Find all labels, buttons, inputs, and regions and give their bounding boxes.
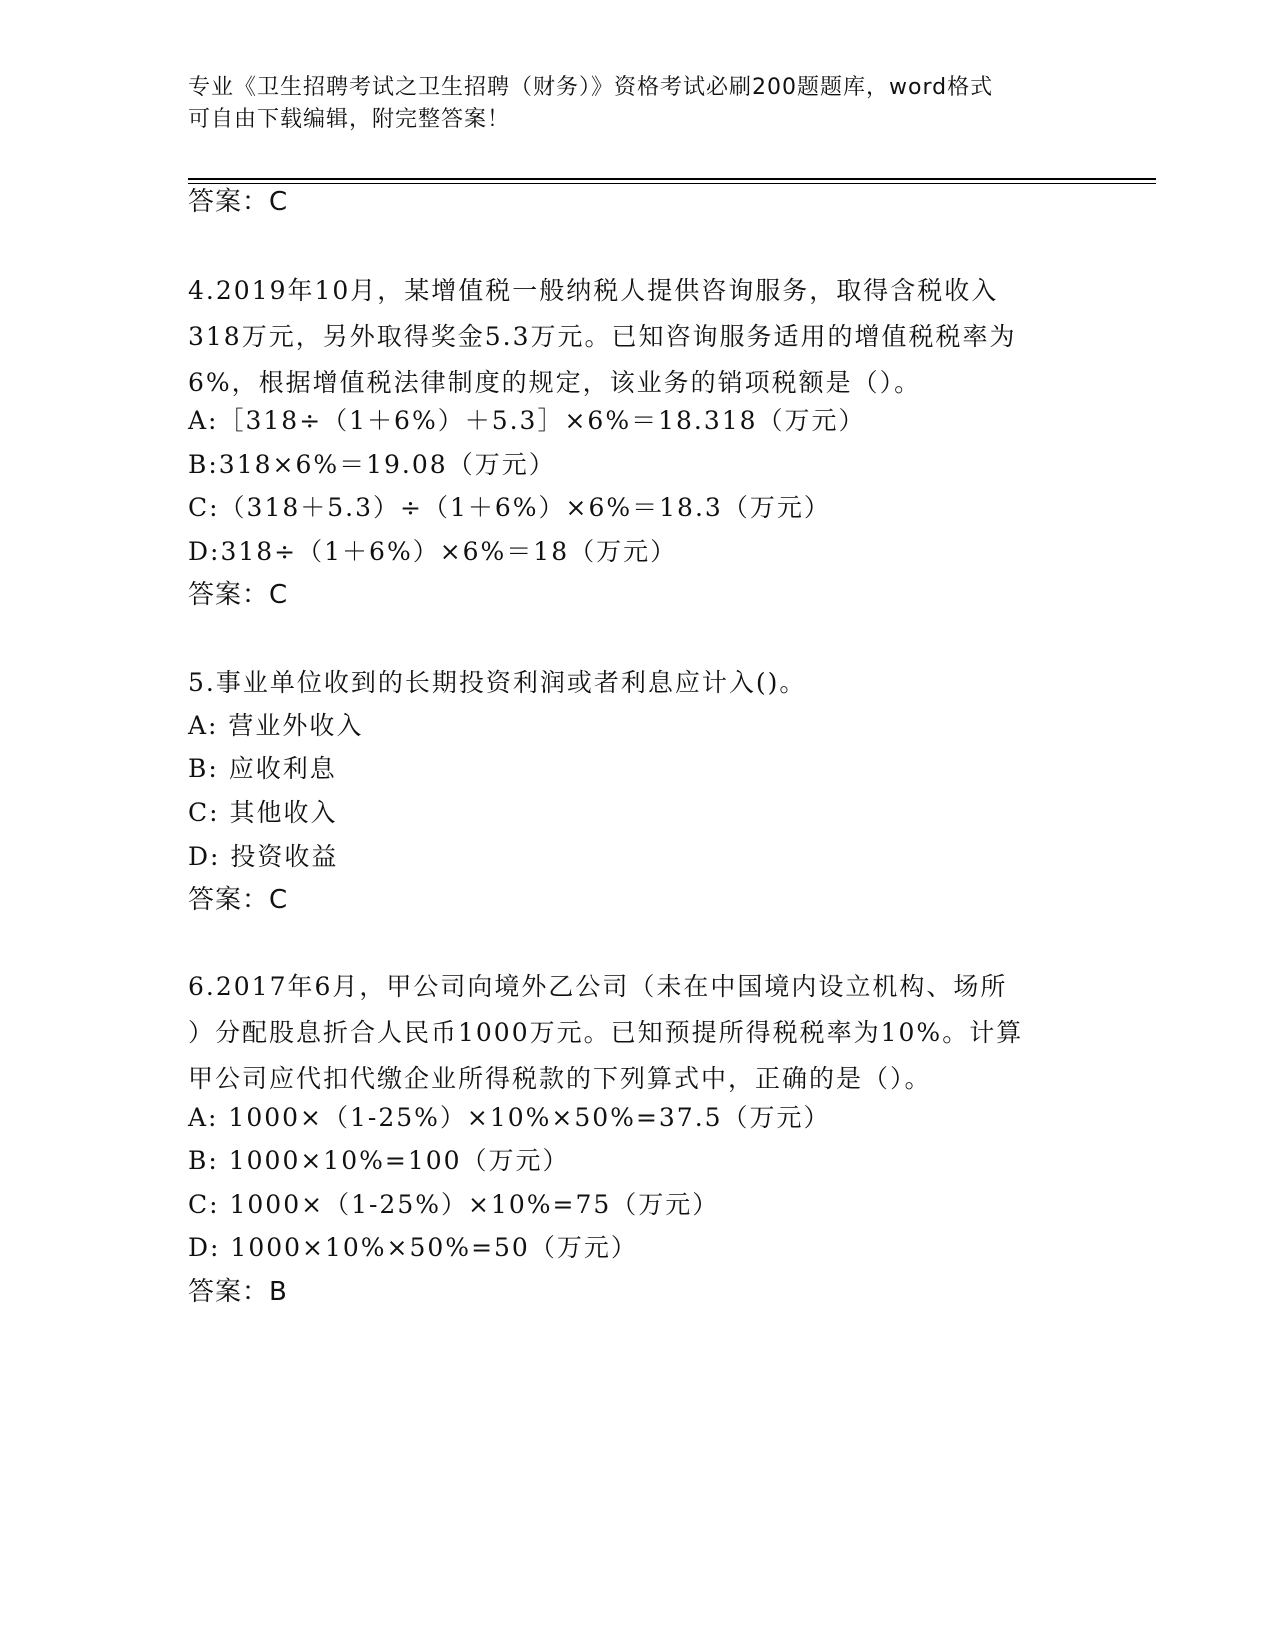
question-stem-line: ）分配股息折合人民币1000万元。已知预提所得税税率为10%。计算 <box>188 1018 1024 1047</box>
question-stem-line: 6%，根据增值税法律制度的规定，该业务的销项税额是（）。 <box>188 368 922 397</box>
question-6-stem <box>188 964 1088 1102</box>
question-5-stem <box>188 660 1088 706</box>
question-5-option-c: C: 其他收入 <box>188 798 338 827</box>
question-5-option-a: A: 营业外收入 <box>188 711 364 740</box>
question-4-stem <box>188 268 1088 406</box>
question-4-option-c: C:（318＋5.3）÷（1＋6%）×6%＝18.3（万元） <box>188 493 831 522</box>
question-6-option-a: A: 1000×（1-25%）×10%×50%=37.5（万元） <box>188 1103 831 1132</box>
question-4-option-b: B:318×6%＝19.08（万元） <box>188 450 556 479</box>
question-6-option-d: D: 1000×10%×50%=50（万元） <box>188 1233 638 1262</box>
question-4-option-d: D:318÷（1＋6%）×6%＝18（万元） <box>188 537 678 566</box>
question-6-option-c: C: 1000×（1-25%）×10%=75（万元） <box>188 1190 720 1219</box>
header-divider-thin <box>188 183 1156 184</box>
header-line-1: 专业《卫生招聘考试之卫生招聘（财务）》资格考试必刷200题题库，word格式 <box>188 75 994 100</box>
question-stem-line: 5.事业单位收到的长期投资利润或者利息应计入()。 <box>188 668 807 697</box>
question-4-option-a: A:［318÷（1＋6%）＋5.3］×6%＝18.318（万元） <box>188 406 866 435</box>
document-header <box>188 72 1068 136</box>
header-line-2: 可自由下载编辑，附完整答案！ <box>188 107 511 132</box>
question-stem-line: 4.2019年10月，某增值税一般纳税人提供咨询服务，取得含税收入 <box>188 276 999 305</box>
question-4-answer: 答案：C <box>188 580 289 610</box>
answer-line: 答案：C <box>188 187 289 217</box>
question-5-option-d: D: 投资收益 <box>188 842 339 871</box>
question-5-option-b: B: 应收利息 <box>188 754 337 783</box>
question-6-answer: 答案：B <box>188 1277 288 1307</box>
question-6-option-b: B: 1000×10%=100（万元） <box>188 1146 570 1175</box>
question-5-answer: 答案：C <box>188 885 289 915</box>
question-stem-line: 甲公司应代扣代缴企业所得税款的下列算式中，正确的是（）。 <box>188 1064 932 1093</box>
question-stem-line: 318万元，另外取得奖金5.3万元。已知咨询服务适用的增值税税率为 <box>188 322 1017 351</box>
header-divider-thick <box>188 178 1156 180</box>
question-stem-line: 6.2017年6月，甲公司向境外乙公司（未在中国境内设立机构、场所 <box>188 972 1008 1001</box>
